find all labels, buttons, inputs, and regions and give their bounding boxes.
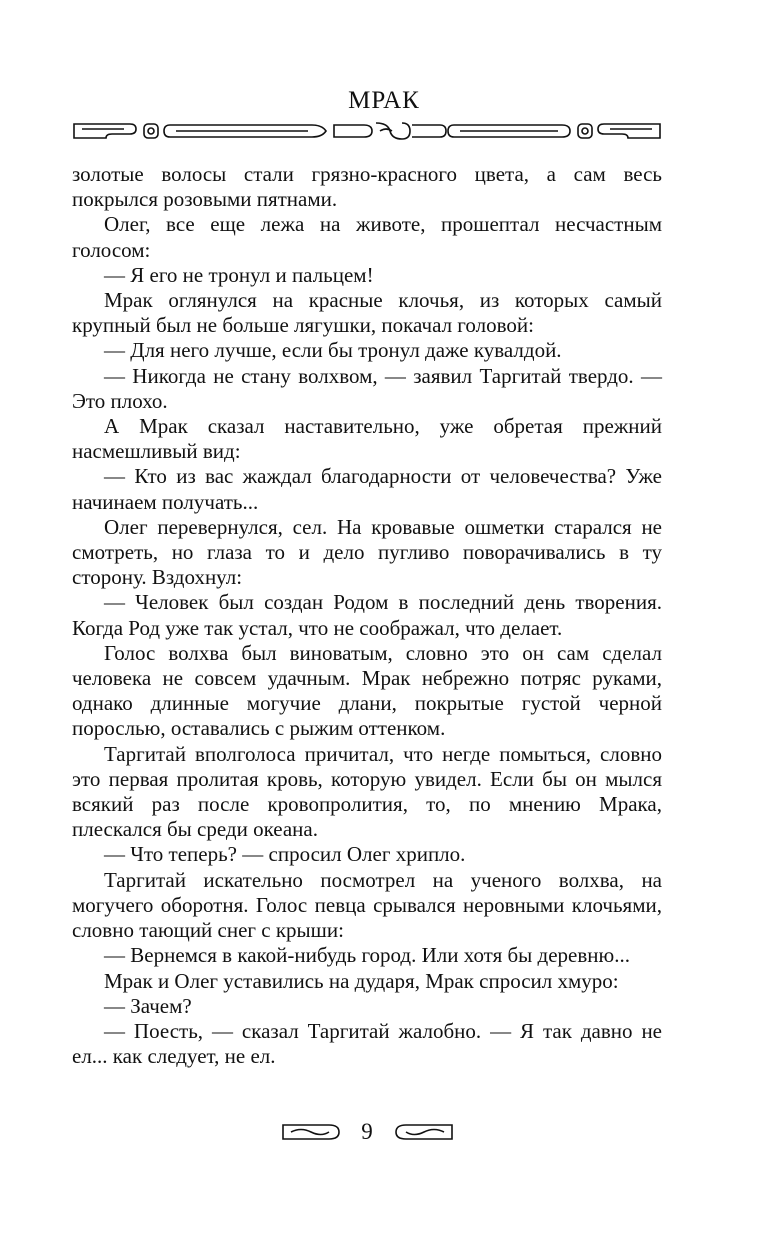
paragraph: — Поесть, — сказал Таргитай жалобно. — Я так давно не ел... как следует, не ел. xyxy=(72,1018,662,1069)
body-text xyxy=(72,162,662,1069)
footer-ornament-left xyxy=(281,1123,343,1141)
paragraph: — Никогда не стану волхвом, — заявил Таргитай твердо. — Это плохо. xyxy=(72,363,662,413)
page-footer xyxy=(0,1118,768,1148)
paragraph: А Мрак сказал наставительно, уже обретая прежний насмешливый вид: xyxy=(72,414,662,464)
paragraph: — Вернемся в какой-нибудь город. Или хотя бы деревню... xyxy=(104,943,630,968)
paragraph: Голос волхва был виноватым, словно это он сам сделал человека не совсем удачным. Мрак небрежно потряс руками, однако длинные могучие длани, покрытые густой черной порослью, оставались с рыжим оттенком. xyxy=(72,640,662,741)
paragraph: — Я его не тронул и пальцем! xyxy=(104,262,374,287)
page-number: 9 xyxy=(361,1119,373,1144)
paragraph: Таргитай вполголоса причитал, что негде помыться, словно это первая пролитая кровь, которую увидел. Если бы он мылся всякий раз после кровопролития, то, по мнению Мрака, плескался бы среди океана. xyxy=(72,741,662,842)
paragraph: Мрак оглянулся на красные клочья, из которых самый крупный был не больше лягушки, покачал головой: xyxy=(72,288,662,338)
paragraph: — Человек был создан Родом в последний день творения. Когда Род уже так устал, что не соображал, что делает. xyxy=(72,590,662,640)
paragraph: — Что теперь? — спросил Олег хрипло. xyxy=(104,842,466,867)
paragraph: Таргитай искательно посмотрел на ученого волхва, на могучего оборотня. Голос певца срывался неровными клочьями, словно тающий снег с крыши: xyxy=(72,867,662,943)
paragraph: Мрак и Олег уставились на дударя, Мрак спросил хмуро: xyxy=(104,968,619,993)
running-header-title: МРАК xyxy=(348,87,420,114)
paragraph: — Зачем? xyxy=(104,993,192,1018)
paragraph: Олег перевернулся, сел. На кровавые ошметки старался не смотреть, но глаза то и дело пугливо поворачивались в ту сторону. Вздохнул: xyxy=(72,514,662,590)
paragraph: — Для него лучше, если бы тронул даже кувалдой. xyxy=(104,338,562,363)
paragraph: — Кто из вас жаждал благодарности от человечества? Уже начинаем получать... xyxy=(72,464,662,514)
header-ornament-band xyxy=(72,120,662,142)
paragraph: Олег, все еще лежа на животе, прошептал несчастным голосом: xyxy=(72,212,662,262)
paragraph: золотые волосы стали грязно-красного цвета, а сам весь покрылся розовыми пятнами. xyxy=(72,162,662,212)
footer-ornament-right xyxy=(392,1123,454,1141)
